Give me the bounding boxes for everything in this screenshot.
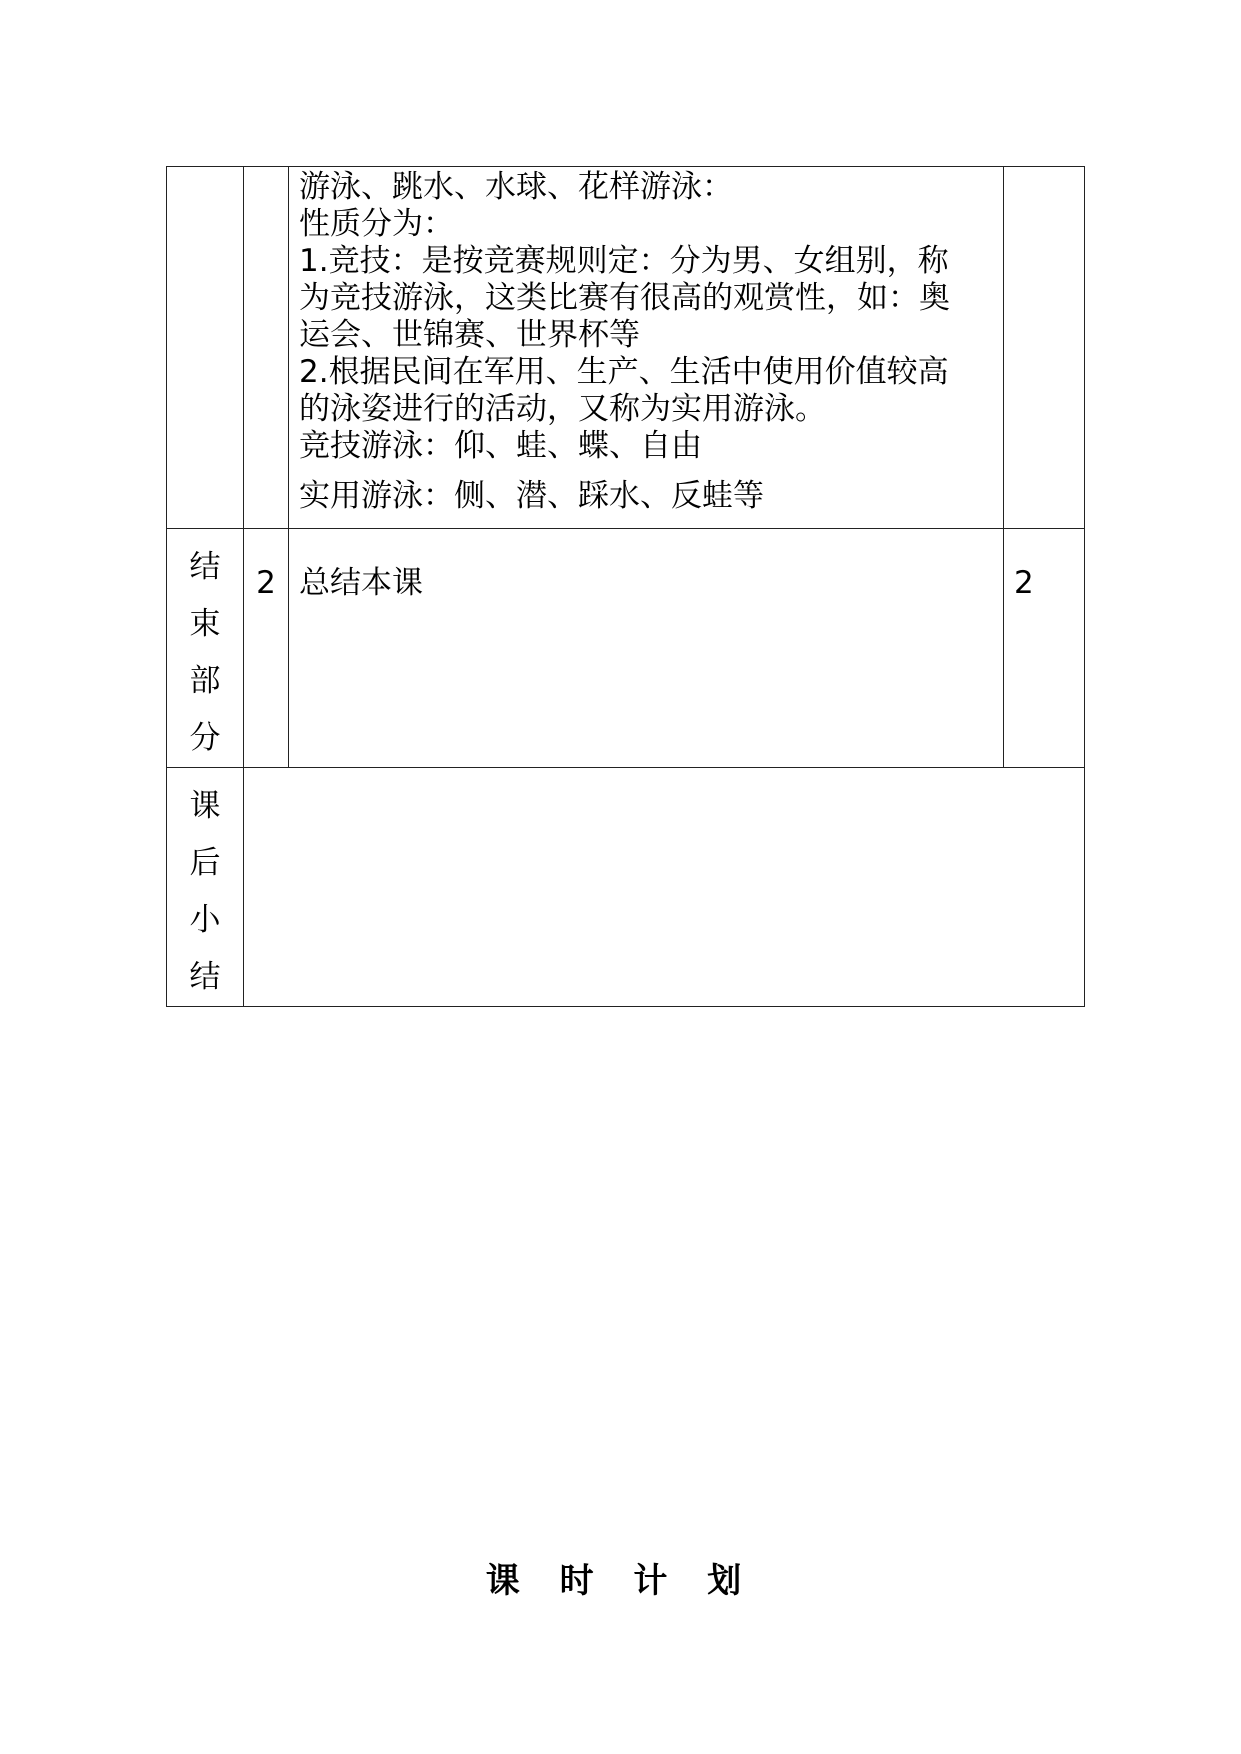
label-char: 束 [189,606,221,642]
summary-content-cell [244,768,1085,1007]
content-line: 竞技游泳：仰、蛙、蝶、自由 [299,428,702,464]
content-line: 2.根据民间在军用、生产、生活中使用价值较高 [299,354,949,390]
table-row-continued [167,167,1085,529]
label-char: 小 [189,902,221,938]
table-row-ending [167,529,1085,768]
page-title: 课 时 计 划 [485,1561,756,1601]
section-label-summary [187,778,223,1006]
content-cell: 总结本课 [289,529,1004,768]
content-line: 1.竞技：是按竞赛规则定：分为男、女组别，称 [299,243,949,279]
section-label-cell [167,529,244,768]
content-line: 性质分为： [299,206,454,242]
section-label-cell [167,167,244,529]
section-label-cell [167,768,244,1007]
content-line: 游泳、跳水、水球、花样游泳： [299,169,733,205]
time-cell: 2 [244,529,289,768]
content-line: 运会、世锦赛、世界杯等 [299,317,640,353]
label-char: 分 [189,720,221,756]
label-char: 课 [189,788,221,824]
content-line: 的泳姿进行的活动，又称为实用游泳。 [299,391,826,427]
label-char: 部 [189,663,221,699]
section-label-ending [187,539,223,767]
label-char: 结 [189,549,221,585]
label-char: 结 [189,959,221,995]
lesson-plan-table [166,166,1085,1007]
time-cell [244,167,289,529]
label-char: 后 [189,845,221,881]
content-line: 实用游泳：侧、潜、踩水、反蛙等 [299,478,764,514]
count-cell [1004,167,1085,529]
count-cell: 2 [1004,529,1085,768]
table-row-summary [167,768,1085,1007]
content-line: 为竞技游泳，这类比赛有很高的观赏性，如：奥 [299,280,950,316]
content-cell [289,167,1004,529]
